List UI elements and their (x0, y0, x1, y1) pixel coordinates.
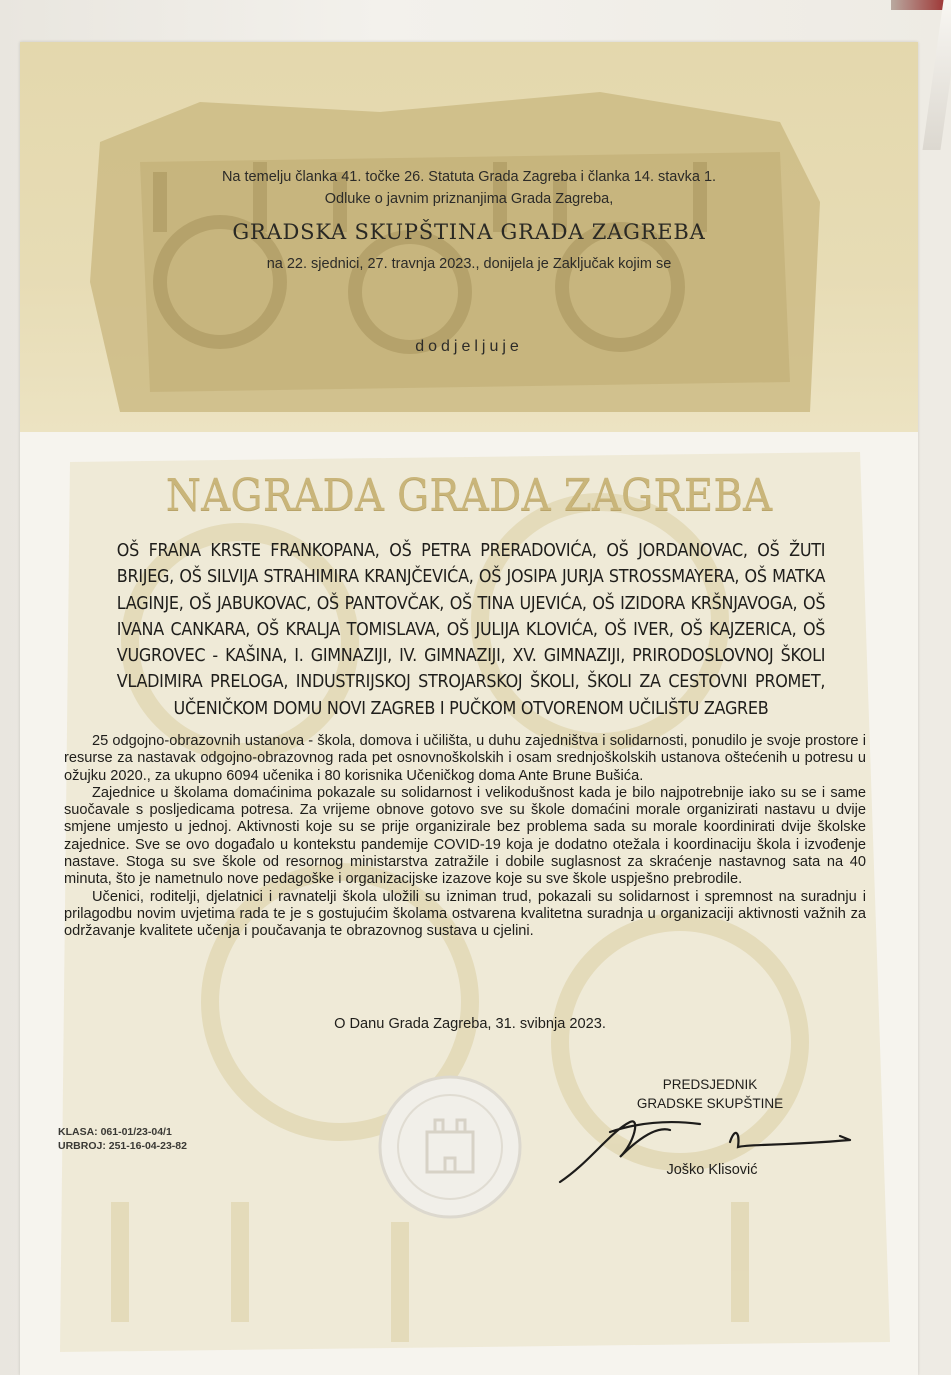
signatory-name: Joško Klisović (666, 1162, 758, 1178)
assembly-heading: GRADSKA SKUPŠTINA GRADA ZAGREBA (232, 220, 706, 244)
klasa-number: KLASA: 061-01/23-04/1 (58, 1126, 172, 1138)
handwritten-signature (550, 1102, 860, 1192)
session-line: na 22. sjednici, 27. travnja 2023., donijela je Zaključak kojim se (266, 256, 672, 272)
urbroj-number: URBROJ: 251-16-04-23-82 (58, 1140, 187, 1152)
citation-paragraph: Zajednice u školama domaćinima pokazale su solidarnost i velikodušnost kada je bilo najpotrebnije iako su se i same suočavale s posljedicama potresa. Za vrijeme obnove gotovo sve su škole domaćini morale organizirati nastavu u dvije smjene umjesto u jednoj. Aktivnosti koje su se prije organizirale bez problema sada su morale koordinirati dvije školske zajednice. Sve se ovo događalo u kontekstu pandemije COVID-19 koja je dodatno otežala i koordinaciju škola i izvođenje nastave. Stoga su sve škole od resornog ministarstva zatražile i dobile suglasnost za skraćenje nastavnog sata na 40 minuta, što je nametnulo nove pedagoške i organizacijske izazove koje su sve škole uspješno prebrodile. (64, 784, 866, 888)
signatory-title-line-2: GRADSKE SKUPŠTINE (636, 1096, 784, 1111)
date-line: O Danu Grada Zagreba, 31. svibnja 2023. (334, 1016, 606, 1032)
signatory-title-line-1: PREDSJEDNIK (662, 1077, 758, 1092)
preamble (80, 166, 858, 210)
reference-numbers (58, 1125, 187, 1153)
citation-body (64, 733, 866, 941)
certificate-text (20, 42, 918, 1375)
preamble-line-2: Odluke o javnim priznanjima Grada Zagreba, (324, 191, 614, 207)
awards-verb: dodjeljuje (415, 338, 523, 355)
citation-paragraph: 25 odgojno-obrazovnih ustanova - škola, domova i učilišta, u duhu zajedništva i solidarnosti, ponudilo je svoje prostore i resurse za nastavak odgojno-obrazovnog rada pet osnovnoškolskih i osam srednjoškolskih ustanova oštećenih u potresu u ožujku 2020., za ukupno 6094 učenika i 80 korisnika Učeničkog doma Ante Brune Bušića. (64, 733, 866, 784)
award-title: NAGRADA GRADA ZAGREBA (165, 470, 773, 521)
citation-paragraph: Učenici, roditelji, djelatnici i ravnatelji škola uložili su izniman trud, pokazali su solidarnost i spremnost na suradnju i prilagodbu novim uvjetima rada te je s gostujućim školama ostvarena kvalitetna suradnja u organizaciji aktivnosti važnih za održavanje kvalitete učenja i poučavanja te obrazovnog sustava u cjelini. (64, 888, 866, 940)
certificate-sheet (20, 42, 918, 1375)
preamble-line-1: Na temelju članka 41. točke 26. Statuta Grada Zagreba i članka 14. stavka 1. (221, 169, 717, 185)
recipients-list: OŠ FRANA KRSTE FRANKOPANA, OŠ PETRA PRERADOVIĆA, OŠ JORDANOVAC, OŠ ŽUTI BRIJEG, OŠ SILVIJA STRAHIMIRA KRANJČEVIĆA, OŠ JOSIPA JURJA STROSSMAYERA, OŠ MATKA LAGINJE, OŠ JABUKOVAC, OŠ PANTOVČAK, OŠ TINA UJEVIĆA, OŠ IZIDORA KRŠNJAVOGA, OŠ IVANA CANKARA, OŠ KRALJA TOMISLAVA, OŠ JULIJA KLOVIĆA, OŠ IVER, OŠ KAJZERICA, OŠ VUGROVEC - KAŠINA, I. GIMNAZIJI, IV. GIMNAZIJI, XV. GIMNAZIJI, PRIRODOSLOVNOJ ŠKOLI VLADIMIRA PRELOGA, INDUSTRIJSKOJ STROJARSKOJ ŠKOLI, ŠKOLI ZA CESTOVNI PROMET, UČENIČKOM DOMU NOVI ZAGREB I PUČKOM OTVORENOM UČILIŠTU ZAGREB (116, 541, 826, 719)
